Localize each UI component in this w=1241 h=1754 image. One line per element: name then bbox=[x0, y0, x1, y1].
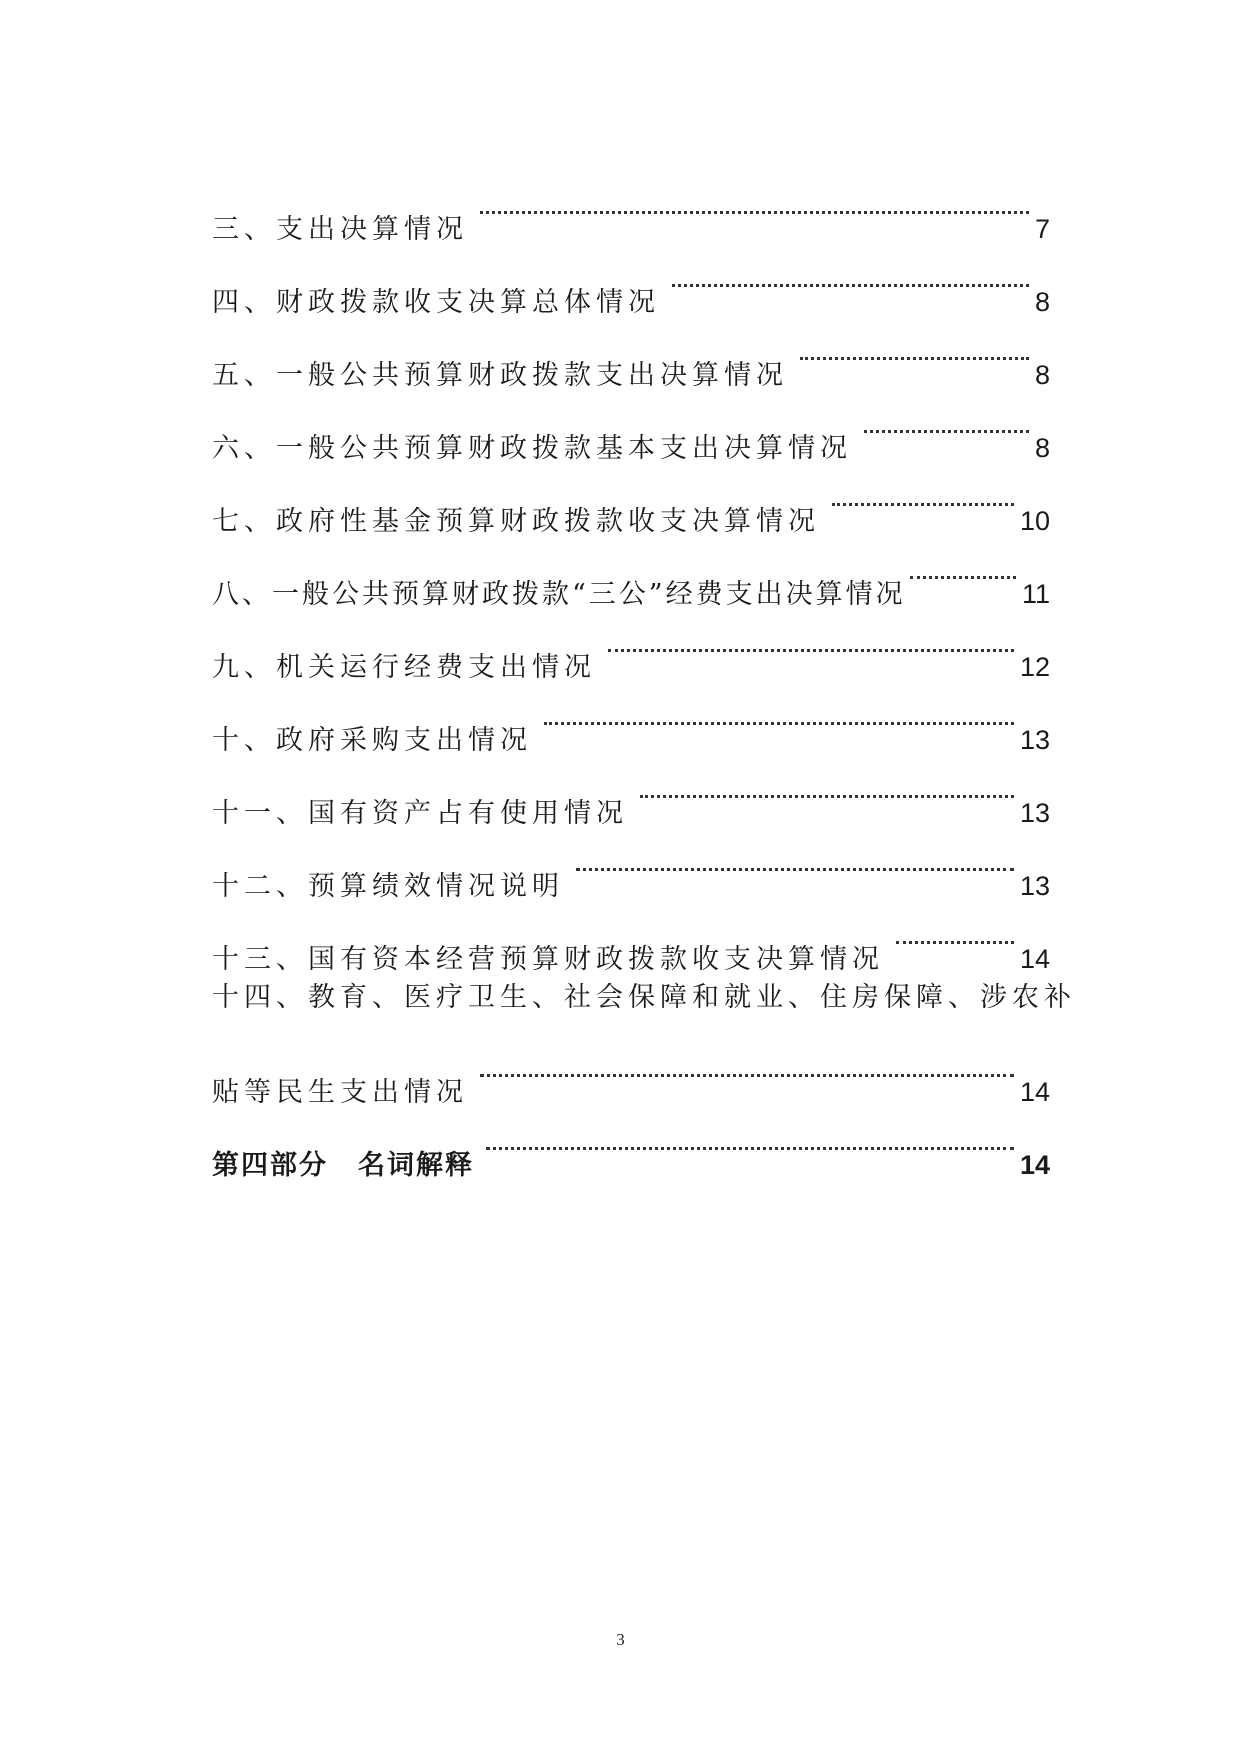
toc-part-label: 第四部分 bbox=[212, 1150, 328, 1181]
toc-entry-page: 12 bbox=[1019, 652, 1050, 682]
toc-entry-title: 八、一般公共预算财政拨款“三公”经费支出决算情况 bbox=[212, 579, 906, 610]
toc-dot-leader bbox=[576, 822, 1014, 895]
table-of-contents bbox=[212, 165, 1076, 1181]
toc-entry-page: 10 bbox=[1019, 506, 1050, 536]
toc-entry-title: 九、机关运行经费支出情况 bbox=[212, 652, 596, 683]
toc-entry-title: 五、一般公共预算财政拨款支出决算情况 bbox=[212, 360, 788, 391]
toc-part-name: 名词解释 bbox=[358, 1150, 474, 1181]
toc-entry-title: 十一、国有资产占有使用情况 bbox=[212, 798, 628, 829]
toc-entry-wrapped[interactable] bbox=[212, 968, 1076, 1108]
toc-dot-leader bbox=[800, 311, 1029, 384]
toc-dot-leader bbox=[486, 1101, 1014, 1174]
toc-entry-line2 bbox=[212, 1028, 1050, 1108]
toc-entry-page: 13 bbox=[1019, 798, 1050, 828]
toc-dot-leader bbox=[480, 165, 1029, 238]
toc-entry-page: 13 bbox=[1019, 871, 1050, 901]
toc-entry-title-line1: 十四、教育、医疗卫生、社会保障和就业、住房保障、涉农补 bbox=[212, 982, 1076, 1013]
toc-entry-title: 七、政府性基金预算财政拨款收支决算情况 bbox=[212, 506, 820, 537]
toc-part-title bbox=[212, 1129, 474, 1202]
toc-entry-page: 8 bbox=[1034, 433, 1050, 463]
toc-entry-page: 7 bbox=[1034, 214, 1050, 244]
toc-dot-leader bbox=[672, 238, 1029, 311]
toc-dot-leader bbox=[832, 457, 1014, 530]
toc-dot-leader bbox=[864, 384, 1029, 457]
page-number: 3 bbox=[616, 1630, 625, 1649]
toc-entry-page: 14 bbox=[1019, 944, 1050, 974]
toc-dot-leader bbox=[896, 895, 1014, 968]
toc-entry-title: 四、财政拨款收支决算总体情况 bbox=[212, 287, 660, 318]
toc-dot-leader bbox=[640, 749, 1014, 822]
toc-entry-title-line2: 贴等民生支出情况 bbox=[212, 1077, 468, 1108]
toc-entry-title: 十二、预算绩效情况说明 bbox=[212, 871, 564, 902]
toc-entry-title: 六、一般公共预算财政拨款基本支出决算情况 bbox=[212, 433, 852, 464]
toc-entry-title: 十三、国有资本经营预算财政拨款收支决算情况 bbox=[212, 944, 884, 975]
toc-entry-page: 14 bbox=[1019, 1077, 1050, 1107]
toc-dot-leader bbox=[910, 530, 1016, 603]
toc-dot-leader bbox=[608, 603, 1014, 676]
toc-entry-title: 三、支出决算情况 bbox=[212, 214, 468, 245]
toc-entry-page: 13 bbox=[1019, 725, 1050, 755]
toc-entry-page: 11 bbox=[1021, 579, 1050, 609]
toc-dot-leader bbox=[544, 676, 1014, 749]
toc-entry-page: 14 bbox=[1019, 1150, 1050, 1180]
toc-entry-page: 8 bbox=[1034, 287, 1050, 317]
toc-entry-page: 8 bbox=[1034, 360, 1050, 390]
toc-dot-leader bbox=[480, 1028, 1014, 1101]
toc-entry-title: 十、政府采购支出情况 bbox=[212, 725, 532, 756]
toc-entry[interactable] bbox=[212, 165, 1050, 245]
